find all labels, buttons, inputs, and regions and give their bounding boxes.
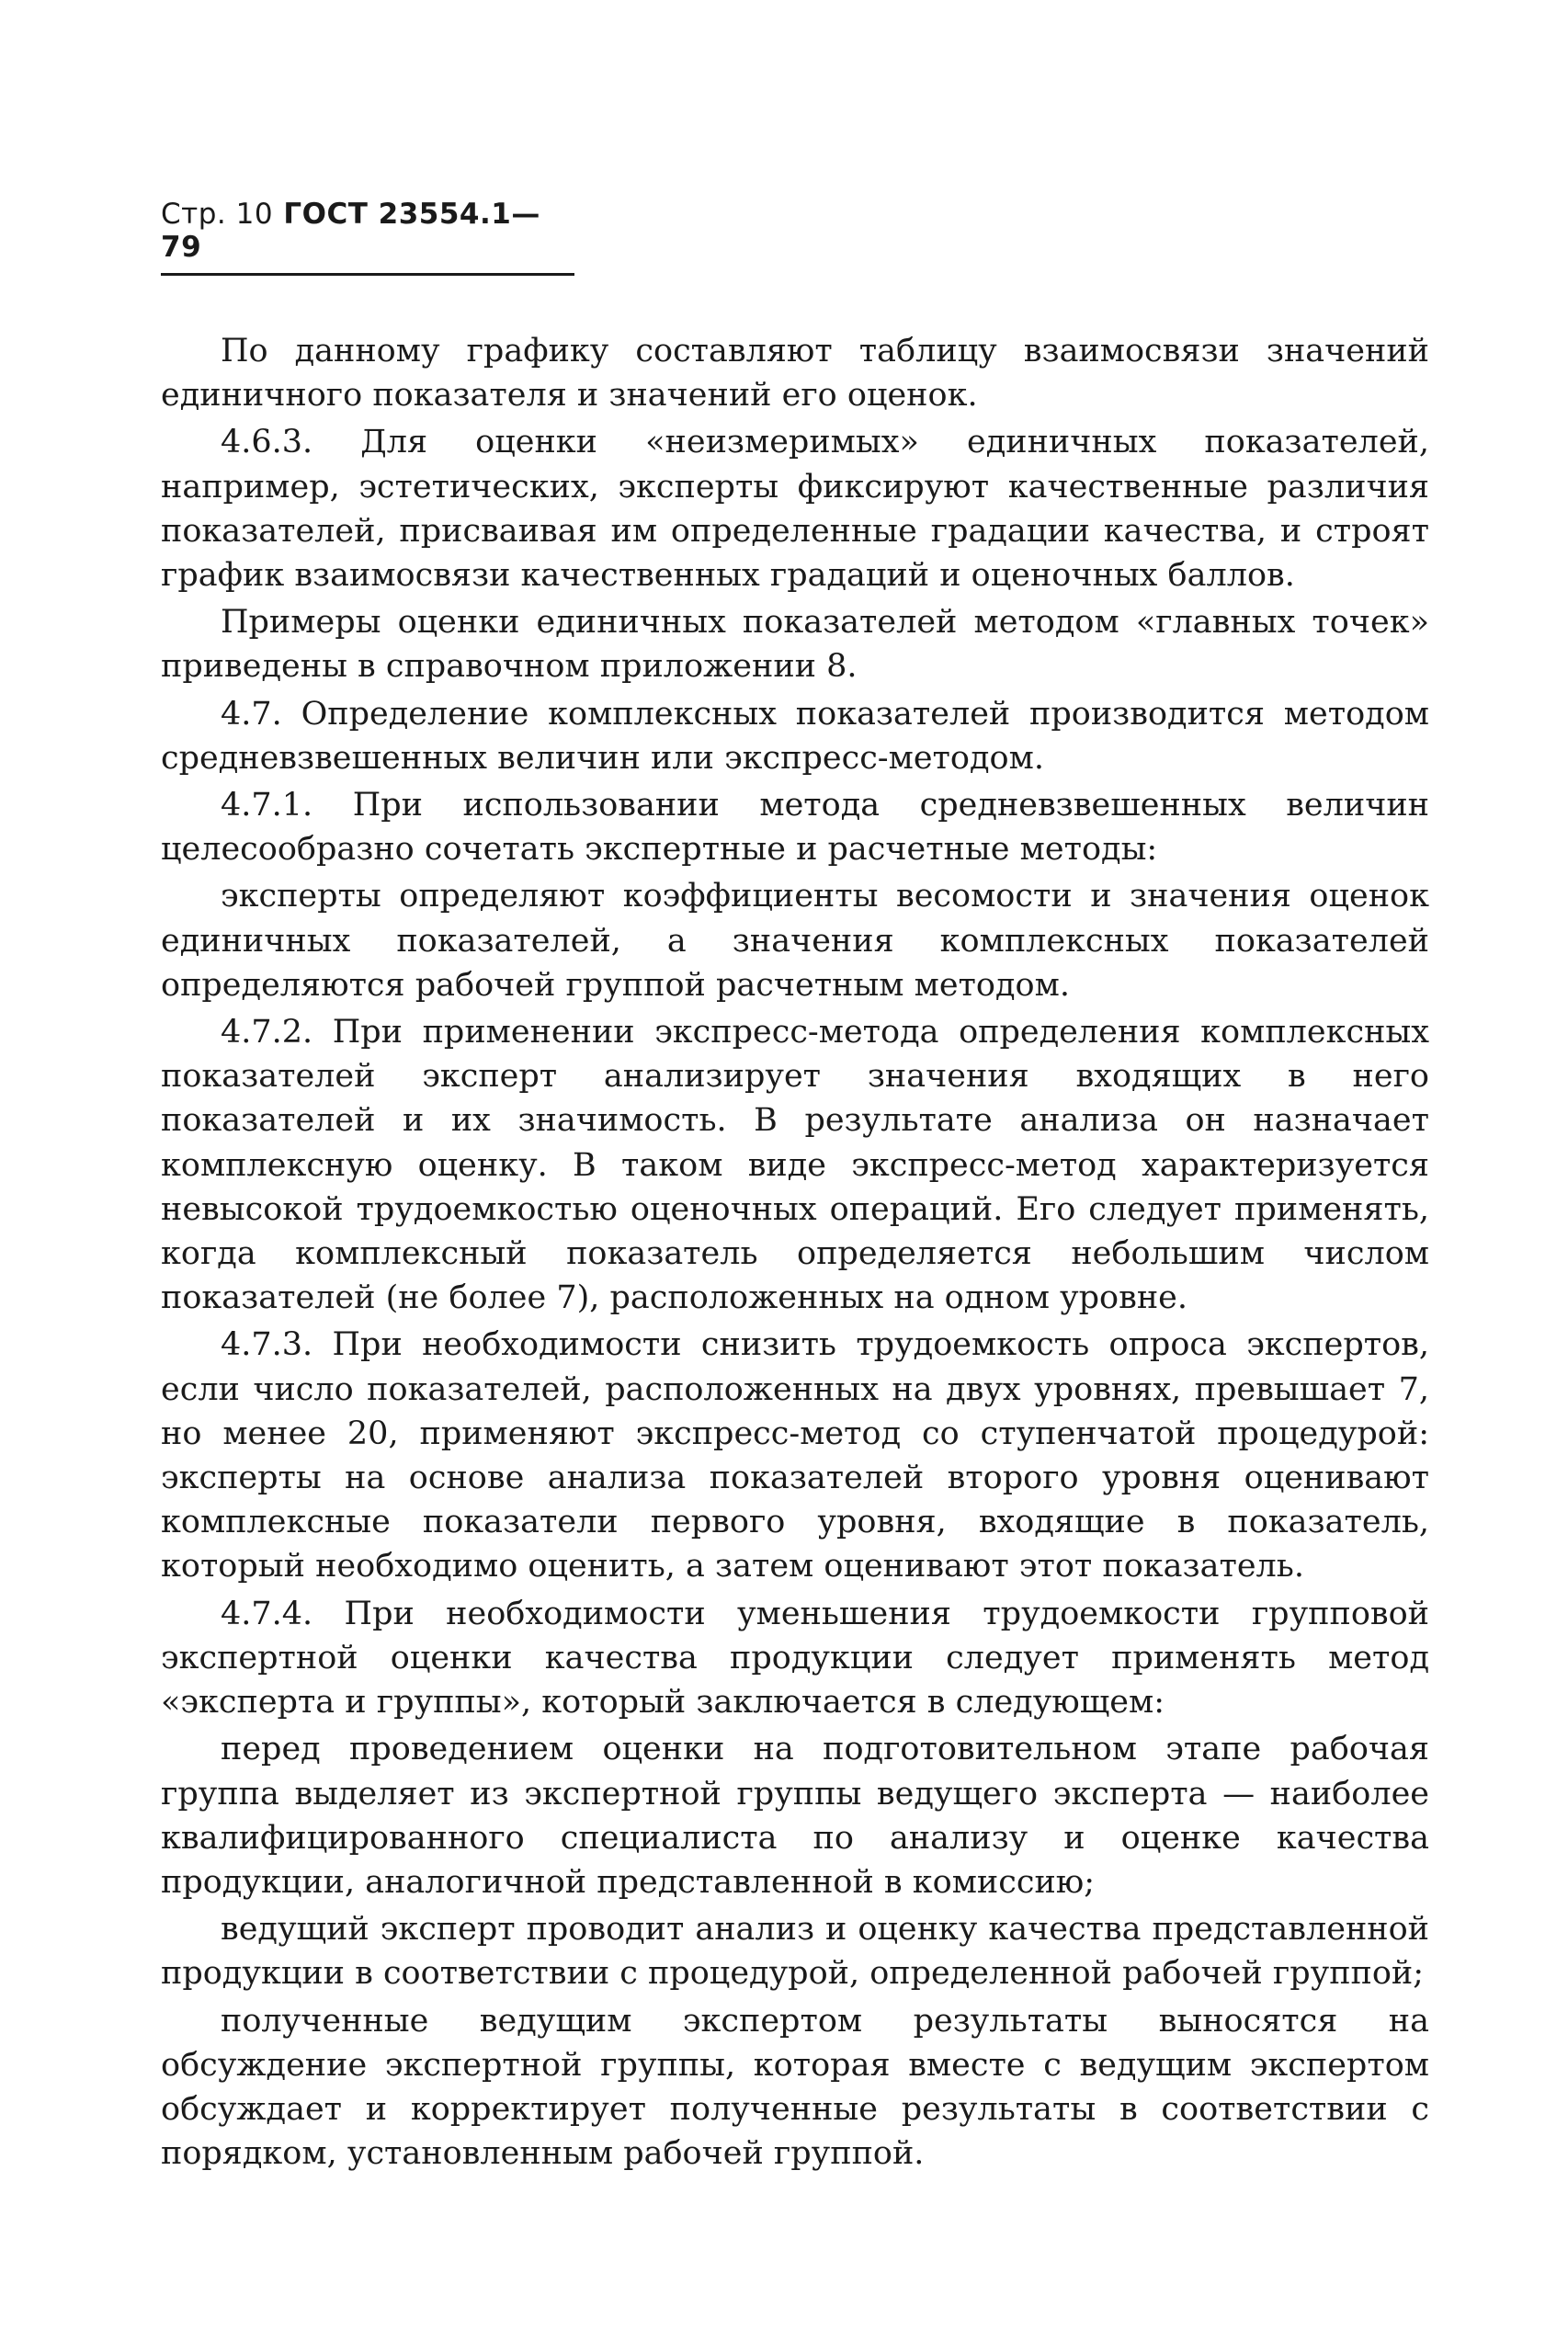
- paragraph-results-discussion: полученные ведущим экспертом результаты выносятся на обсуждение экспертной группы, которая вместе с ведущим экспертом обсуждает и корректирует полученные результаты в соответствии с порядком, установленным рабочей группой.: [161, 2002, 1429, 2173]
- document-page: [161, 198, 1429, 2178]
- paragraph-lead-expert-selection: перед проведением оценки на подготовительном этапе рабочая группа выделяет из экспертной группы ведущего эксперта — наиболее квалифицированного специалиста по анализу и оценке качества продукции, аналогичной представленной в комиссию;: [161, 1731, 1429, 1901]
- page-header: [161, 198, 574, 276]
- document-body: [161, 329, 1429, 2176]
- paragraph-experts-determine: эксперты определяют коэффициенты весомости и значения оценок единичных показателей, а значения комплексных показателей определяются рабочей группой расчетным методом.: [161, 878, 1429, 1004]
- paragraph-4-6-3: 4.6.3. Для оценки «неизмеримых» единичных показателей, например, эстетических, эксперты фиксируют качественные различия показателей, присваивая им определенные градации качества, и строят график взаимосвязи качественных градаций и оценочных баллов.: [161, 424, 1429, 595]
- page-number-label: Стр. 10: [161, 198, 274, 231]
- paragraph-examples: Примеры оценки единичных показателей методом «главных точек» приведены в справочном приложении 8.: [161, 604, 1429, 686]
- standard-designation: ГОСТ 23554.1—79: [161, 198, 540, 264]
- paragraph-4-7-1: 4.7.1. При использовании метода средневзвешенных величин целесообразно сочетать экспертные и расчетные методы:: [161, 787, 1429, 869]
- paragraph-graph-table: По данному графику составляют таблицу взаимосвязи значений единичного показателя и значений его оценок.: [161, 333, 1429, 415]
- paragraph-4-7-4: 4.7.4. При необходимости уменьшения трудоемкости групповой экспертной оценки качества продукции следует применять метод «эксперта и группы», который заключается в следующем:: [161, 1595, 1429, 1722]
- paragraph-4-7: 4.7. Определение комплексных показателей производится методом средневзвешенных величин или экспресс-методом.: [161, 695, 1429, 777]
- paragraph-4-7-3: 4.7.3. При необходимости снизить трудоемкость опроса экспертов, если число показателей, расположенных на двух уровнях, превышает 7, но менее 20, применяют экспресс-метод со ступенчатой процедурой: эксперты на основе анализа показателей второго уровня оценивают комплексные показатели первого уровня, входящие в показатель, который необходимо оценить, а затем оценивают этот показатель.: [161, 1326, 1429, 1585]
- paragraph-4-7-2: 4.7.2. При применении экспресс-метода определения комплексных показателей эксперт анализирует значения входящих в него показателей и их значимость. В результате анализа он назначает комплексную оценку. В таком виде экспресс-метод характеризуется невысокой трудоемкостью оценочных операций. Его следует применять, когда комплексный показатель определяется небольшим числом показателей (не более 7), расположенных на одном уровне.: [161, 1014, 1429, 1317]
- paragraph-lead-expert-analysis: ведущий эксперт проводит анализ и оценку качества представленной продукции в соответствии с процедурой, определенной рабочей группой;: [161, 1911, 1429, 1993]
